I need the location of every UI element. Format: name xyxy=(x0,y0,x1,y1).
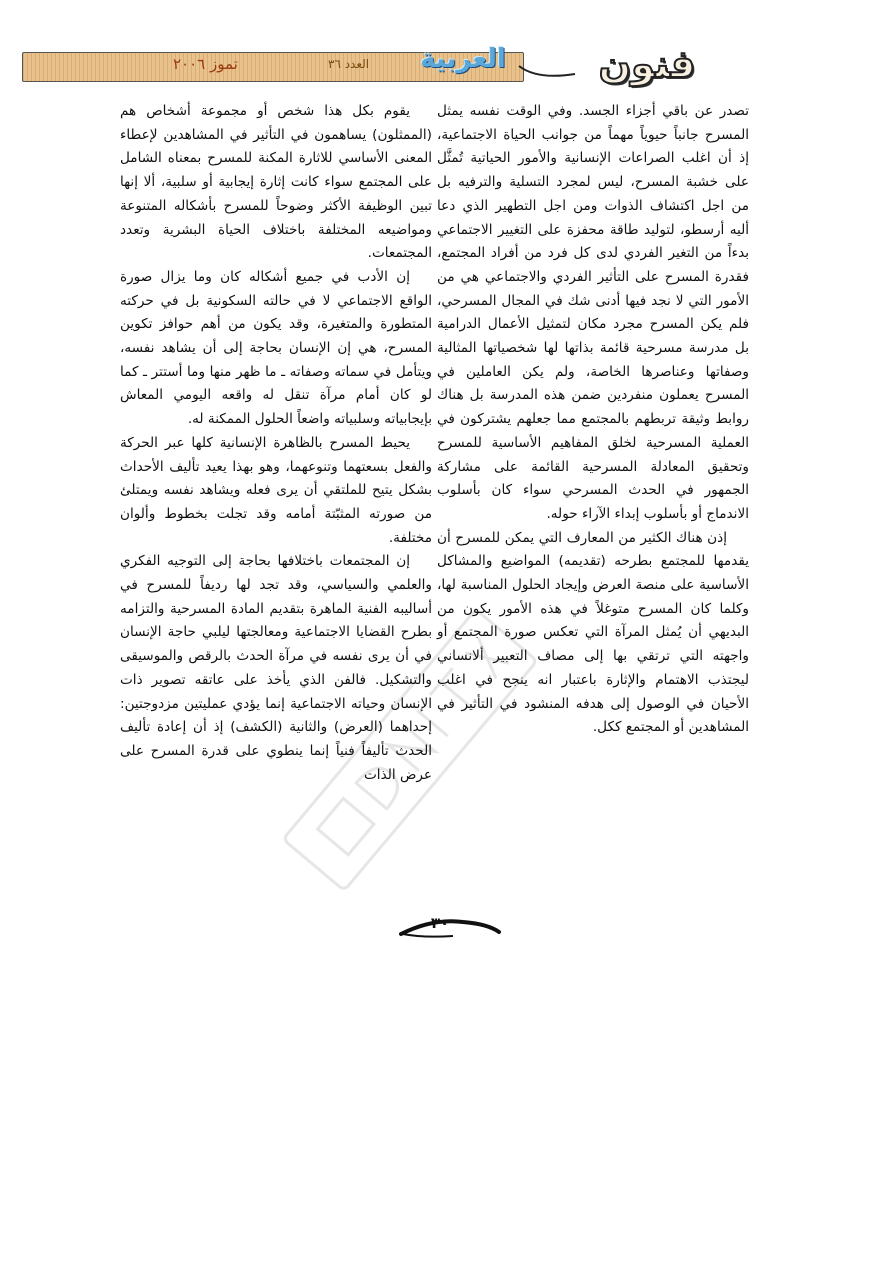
section-title: فنون xyxy=(598,42,696,86)
page-header xyxy=(22,42,742,86)
article-column-right xyxy=(437,100,749,740)
magazine-logo-text: العربية xyxy=(420,44,506,74)
page-number: ٣٠ xyxy=(430,914,450,932)
magazine-logo xyxy=(407,42,519,78)
article-column-left xyxy=(120,100,432,787)
paragraph: تصدر عن باقي أجزاء الجسد. وفي الوقت نفسه يمثل المسرح جانباً حيوياً مهماً من جوانب الحياة الاجتماعية، إذ أن اغلب الصراعات الإنسانية والأمور الحياتية تُمثَّل على خشبة المسرح، ليس لمجرد التسلية والترفيه بل من اجل اكتشاف الذوات ومن اجل التطهير الذي دعا أليه أرسطو، لتوليد طاقة محفزة على التغيير الاجتماعي بدءاً من التغير الفردي لدى كل فرد من أفراد المجتمع، فقدرة المسرح على التأثير الفردي والاجتماعي هي من الأمور التي لا نجد فيها أدنى شك في المجال المسرحي، فلم يكن المسرح مجرد مكان لتمثيل الأعمال الدرامية بل مدرسة مسرحية قائمة بذاتها لها شخصياتها المثالية وصفاتها وعناصرها الخاصة، ولم يكن العاملين في المسرح يعملون منفردين ضمن هذه المدرسة بل هناك روابط وثيقة تربطهم بالمجتمع مما جعلهم يشتركون في العملية المسرحية لخلق المفاهيم الأساسية للمسرح وتحقيق المعادلة المسرحية القائمة على مشاركة الجمهور في الحدث المسرحي سواء كان بأسلوب الاندماج أو بأسلوب إبداء الآراء حوله. xyxy=(437,103,749,522)
paragraph: يقوم بكل هذا شخص أو مجموعة أشخاص هم (الممثلون) يساهمون في التأثير في المشاهدين لإعطاء المعنى الأساسي للاثارة المكنة للمسرح بمعناه الشامل على المجتمع سواء كانت إثارة إيجابية أو سلبية، ألا إنها تبين الوظيفة الأكثر وضوحاً للمسرح بأشكاله المتنوعة ومواضيعه المختلفة باختلاف الحياة البشرية وتعدد المجتمعات. xyxy=(120,103,432,262)
issue-number: العدد ٣٦ xyxy=(328,57,370,71)
paragraph: يحيط المسرح بالظاهرة الإنسانية كلها عبر الحركة والفعل بسعتهما وتنوعهما، وهو بهذا يعيد تأليف الأحداث بشكل يتيح للملتقي أن يرى فعله ويشاهد نفسه ويمتلئ من صورته المثبّتة أمامه وقد تجلت بخطوط وألوان مختلفة. xyxy=(120,434,432,546)
paragraph: إن الأدب في جميع أشكاله كان وما يزال صورة الواقع الاجتماعي لا في حالته السكونية بل في حركته المتطورة والمتغيرة، وقد يكون من أهم حوافز تكوين المسرح، هي إن الإنسان بحاجة إلى أن يشاهد نفسه، ويتأمل في سماته وصفاته ـ ما ظهر منها وما أستتر ـ كما لو كان أمام مرآة تنقل له واقعه اليومي المعاش بإيجابياته وسلبياته واضعاً الحلول الممكنة له. xyxy=(120,268,432,428)
issue-date: تموز ٢٠٠٦ xyxy=(173,55,238,73)
paragraph: إذن هناك الكثير من المعارف التي يمكن للمسرح أن يقدمها للمجتمع بطرحه (تقديمه) المواضيع والمشاكل الأساسية على منصة العرض وإيجاد الحلول المناسبة لها، وكلما كان المسرح متوغلاً في هذه الأمور يكون من البديهي أن يُمثل المرآة التي تعكس صورة المجتمع أو واجهته التي ترتقي بها إلى مصاف التعبير ألانساني ليجتذب الاهتمام والإثارة باعتبار انه ينجح في اغلب الأحيان في الوصول إلى هدفه المنشود في التأثير في المشاهدين أو المجتمع ككل. xyxy=(437,529,749,736)
paragraph: إن المجتمعات باختلافها بحاجة إلى التوجيه الفكري والعلمي والسياسي، وقد تجد لها رديفاً للمسرح في أساليبه الفنية الماهرة بتقديم المادة المسرحية والتزامه بطرح القضايا الاجتماعية ومعالجتها ليلبي حاجة الإنسان في أن يرى نفسه في مرآة الحدث بالرقص والموسيقى والتشكيل. فالفن الذي يأخذ على عاتقه تصوير ذات الإنسان وحياته الاجتماعية إنما يؤدي عمليتين مزدوجتين: إحداهما (العرض) والثانية (الكشف) إذ أن إعادة تأليف الحدث تأليفاً فنياً إنما ينطوي على قدرة المسرح على عرض الذات xyxy=(120,553,432,783)
